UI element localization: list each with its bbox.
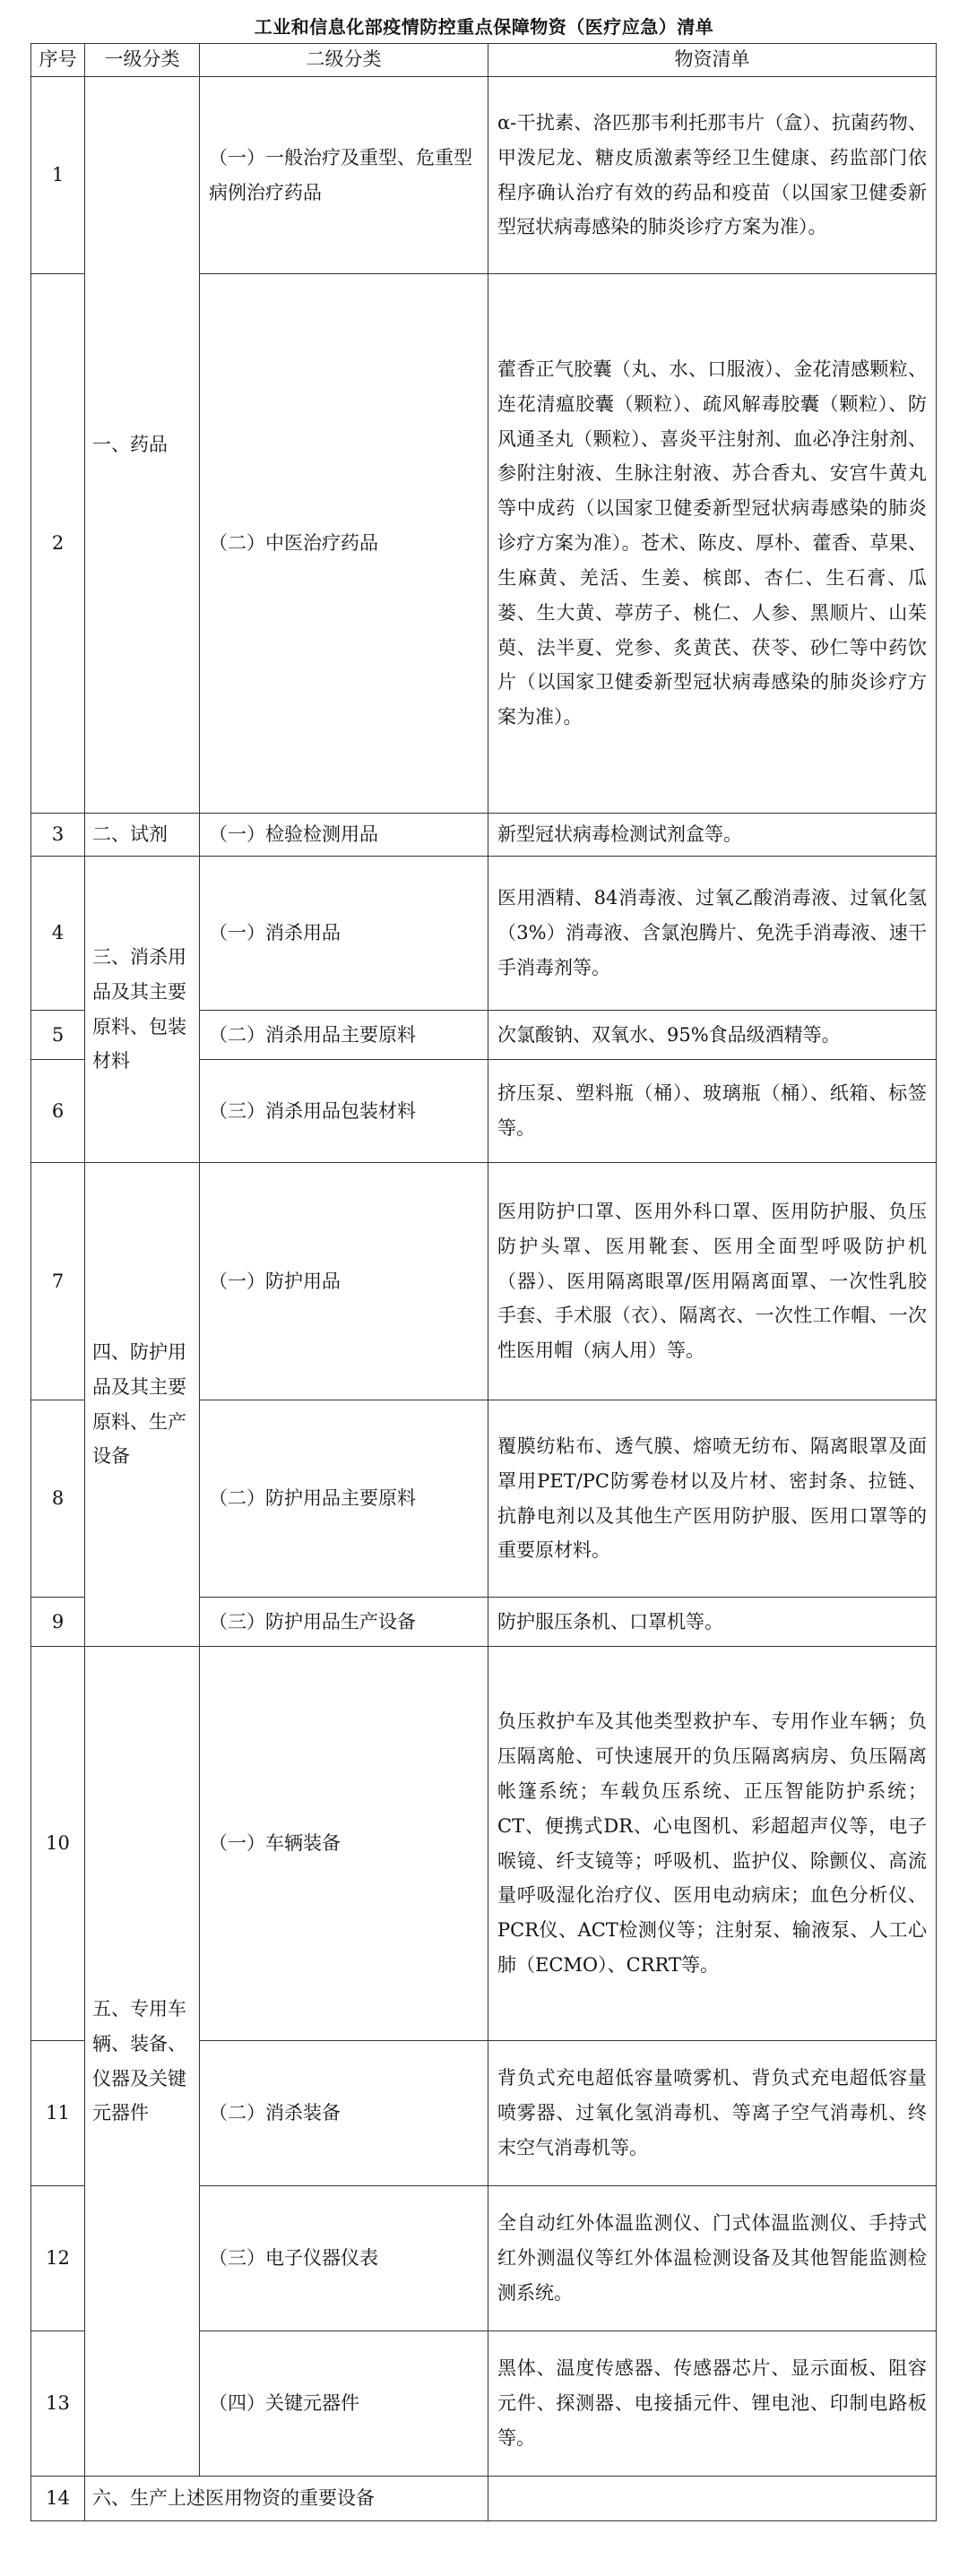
table-row — [31, 814, 937, 857]
row-number: 11 — [31, 2041, 85, 2186]
category-2-cell: （二）消杀装备 — [200, 2041, 488, 2186]
row-number: 6 — [31, 1060, 85, 1163]
category-1-cell: 二、试剂 — [85, 814, 200, 857]
category-1-cell: 一、药品 — [85, 77, 200, 814]
header-category-1: 一级分类 — [85, 44, 200, 77]
items-cell: 次氯酸钠、双氧水、95%食品级酒精等。 — [488, 1011, 937, 1060]
items-cell: 新型冠状病毒检测试剂盒等。 — [488, 814, 937, 857]
category-2-cell: （一）检验检测用品 — [200, 814, 488, 857]
header-items: 物资清单 — [488, 44, 937, 77]
items-cell: 覆膜纺粘布、透气膜、熔喷无纺布、隔离眼罩及面罩用PET/PC防雾卷材以及片材、密封条、拉链、抗静电剂以及其他生产医用防护服、医用口罩等的重要原材料。 — [488, 1400, 937, 1598]
table-row — [31, 2477, 937, 2521]
row-number: 14 — [31, 2477, 85, 2521]
table-row — [31, 77, 937, 274]
category-2-cell: （三）消杀用品包装材料 — [200, 1060, 488, 1163]
table-row — [31, 1647, 937, 2041]
row-number: 1 — [31, 77, 85, 274]
category-1-cell: 六、生产上述医用物资的重要设备 — [85, 2477, 488, 2521]
row-number: 7 — [31, 1163, 85, 1400]
category-2-cell: （三）电子仪器仪表 — [200, 2186, 488, 2331]
items-cell: α-干扰素、洛匹那韦利托那韦片（盒）、抗菌药物、甲泼尼龙、糖皮质激素等经卫生健康、药监部门依程序确认治疗有效的药品和疫苗（以国家卫健委新型冠状病毒感染的肺炎诊疗方案为准）。 — [488, 77, 937, 274]
row-number: 10 — [31, 1647, 85, 2041]
table-row — [31, 1163, 937, 1400]
table-row — [31, 857, 937, 1011]
category-2-cell: （一）防护用品 — [200, 1163, 488, 1400]
category-2-cell: （二）消杀用品主要原料 — [200, 1011, 488, 1060]
category-2-cell: （二）防护用品主要原料 — [200, 1400, 488, 1598]
row-number: 2 — [31, 274, 85, 814]
row-number: 8 — [31, 1400, 85, 1598]
row-number: 3 — [31, 814, 85, 857]
items-cell: 医用防护口罩、医用外科口罩、医用防护服、负压防护头罩、医用靴套、医用全面型呼吸防护机（器）、医用隔离眼罩/医用隔离面罩、一次性乳胶手套、手术服（衣）、隔离衣、一次性工作帽、一次性医用帽（病人用）等。 — [488, 1163, 937, 1400]
category-1-cell: 三、消杀用品及其主要原料、包装材料 — [85, 857, 200, 1163]
items-cell: 黑体、温度传感器、传感器芯片、显示面板、阻容元件、探测器、电接插元件、锂电池、印制电路板等。 — [488, 2331, 937, 2477]
row-number: 12 — [31, 2186, 85, 2331]
items-cell: 背负式充电超低容量喷雾机、背负式充电超低容量喷雾器、过氧化氢消毒机、等离子空气消毒机、终末空气消毒机等。 — [488, 2041, 937, 2186]
items-cell: 负压救护车及其他类型救护车、专用作业车辆；负压隔离舱、可快速展开的负压隔离病房、负压隔离帐篷系统；车载负压系统、正压智能防护系统；CT、便携式DR、心电图机、彩超超声仪等，电子喉镜、纤支镜等；呼吸机、监护仪、除颤仪、高流量呼吸湿化治疗仪、医用电动病床；血色分析仪、PCR仪、ACT检测仪等；注射泵、输液泵、人工心肺（ECMO）、CRRT等。 — [488, 1647, 937, 2041]
category-2-cell: （三）防护用品生产设备 — [200, 1598, 488, 1647]
category-1-cell: 四、防护用品及其主要原料、生产设备 — [85, 1163, 200, 1647]
category-2-cell: （四）关键元器件 — [200, 2331, 488, 2477]
page-title: 工业和信息化部疫情防控重点保障物资（医疗应急）清单 — [254, 16, 714, 38]
category-1-cell: 五、专用车辆、装备、仪器及关键元器件 — [85, 1647, 200, 2477]
items-cell: 医用酒精、84消毒液、过氧乙酸消毒液、过氧化氢（3%）消毒液、含氯泡腾片、免洗手消毒液、速干手消毒剂等。 — [488, 857, 937, 1011]
items-cell: 挤压泵、塑料瓶（桶）、玻璃瓶（桶）、纸箱、标签等。 — [488, 1060, 937, 1163]
items-cell: 藿香正气胶囊（丸、水、口服液）、金花清感颗粒、连花清瘟胶囊（颗粒）、疏风解毒胶囊（颗粒）、防风通圣丸（颗粒）、喜炎平注射剂、血必净注射剂、参附注射液、生脉注射液、苏合香丸、安宫牛黄丸等中成药（以国家卫健委新型冠状病毒感染的肺炎诊疗方案为准）。苍术、陈皮、厚朴、藿香、草果、生麻黄、羌活、生姜、槟郎、杏仁、生石膏、瓜蒌、生大黄、葶苈子、桃仁、人参、黑顺片、山茱萸、法半夏、党参、炙黄芪、茯苓、砂仁等中药饮片（以国家卫健委新型冠状病毒感染的肺炎诊疗方案为准）。 — [488, 274, 937, 814]
materials-table — [30, 43, 937, 2521]
row-number: 9 — [31, 1598, 85, 1647]
row-number: 13 — [31, 2331, 85, 2477]
category-2-cell: （二）中医治疗药品 — [200, 274, 488, 814]
items-cell — [488, 2477, 937, 2521]
row-number: 5 — [31, 1011, 85, 1060]
row-number: 4 — [31, 857, 85, 1011]
category-2-cell: （一）一般治疗及重型、危重型病例治疗药品 — [200, 77, 488, 274]
table-header-row — [31, 44, 937, 77]
items-cell: 防护服压条机、口罩机等。 — [488, 1598, 937, 1647]
header-category-2: 二级分类 — [200, 44, 488, 77]
items-cell: 全自动红外体温监测仪、门式体温监测仪、手持式红外测温仪等红外体温检测设备及其他智能监测检测系统。 — [488, 2186, 937, 2331]
category-2-cell: （一）车辆装备 — [200, 1647, 488, 2041]
header-no: 序号 — [31, 44, 85, 77]
category-2-cell: （一）消杀用品 — [200, 857, 488, 1011]
